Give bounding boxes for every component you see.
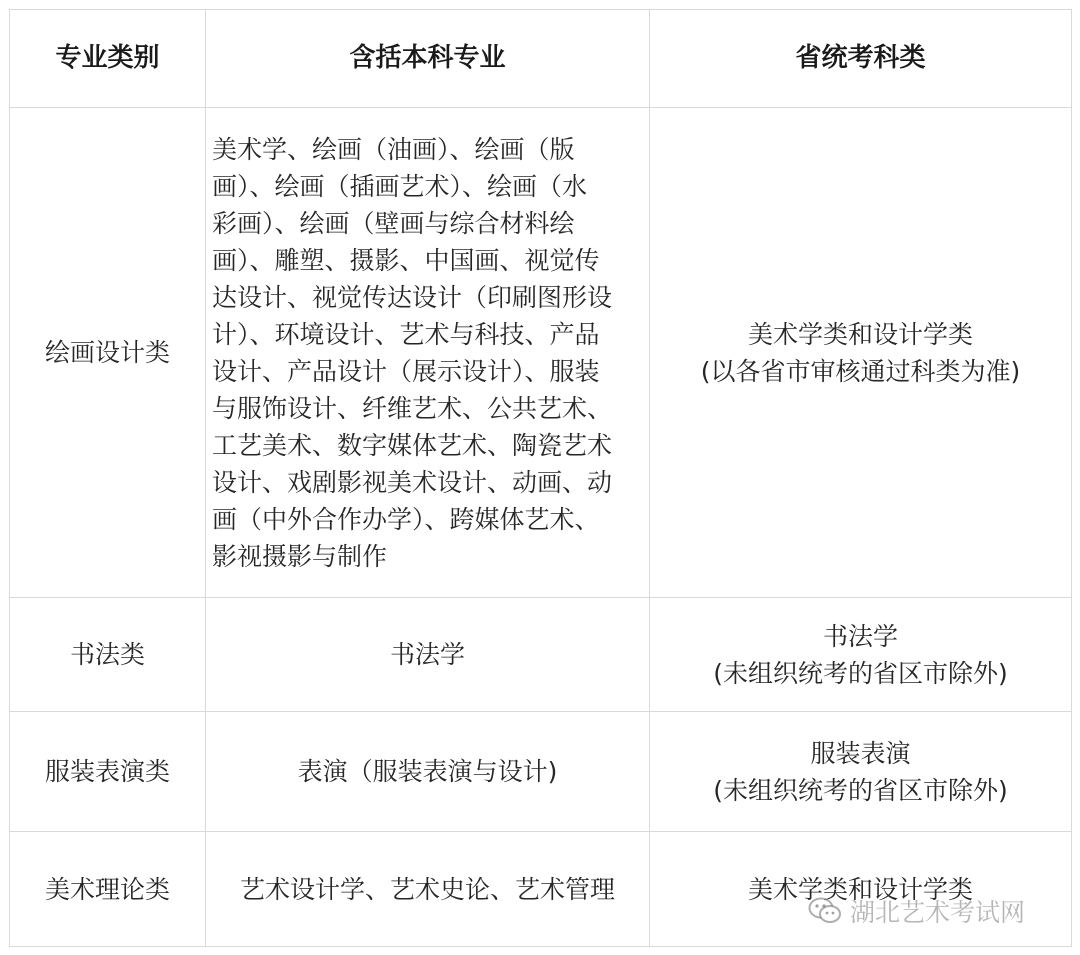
majors-line: 画（中外合作办学）、跨媒体艺术、 <box>212 504 600 534</box>
majors-line: 彩画）、绘画（壁画与综合材料绘 <box>212 208 575 238</box>
majors-line: 画）、绘画（插画艺术）、绘画（水 <box>212 171 588 201</box>
exam-subject-cell <box>650 832 1072 947</box>
majors-line: 设计、戏剧影视美术设计、动画、动 <box>212 467 613 497</box>
table-header-row <box>10 10 1072 108</box>
exam-subject-note: (以各省市审核通过科类为准) <box>700 356 1021 386</box>
majors-line: 达设计、视觉传达设计（印刷图形设 <box>212 282 613 312</box>
table-row <box>10 832 1072 947</box>
exam-subject-line: 书法学 <box>822 621 898 651</box>
table-row <box>10 598 1072 712</box>
exam-subject-line: 美术学类和设计学类 <box>747 319 973 349</box>
majors-line: 画）、雕塑、摄影、中国画、视觉传 <box>212 245 600 275</box>
exam-subject-line: 服装表演 <box>810 738 911 768</box>
table-row <box>10 108 1072 598</box>
category-cell: 书法类 <box>10 598 206 712</box>
majors-line: 工艺美术、数字媒体艺术、陶瓷艺术 <box>212 430 613 460</box>
category-cell: 绘画设计类 <box>10 108 206 598</box>
majors-line: 计）、环境设计、艺术与科技、产品 <box>212 319 600 349</box>
majors-cell <box>206 108 650 598</box>
exam-subject-cell <box>650 108 1072 598</box>
exam-subject-note: (未组织统考的省区市除外) <box>713 775 1008 805</box>
majors-line: 与服饰设计、纤维艺术、公共艺术、 <box>212 393 613 423</box>
header-majors: 含括本科专业 <box>206 10 650 108</box>
exam-subject-cell <box>650 712 1072 832</box>
exam-subject-line: 美术学类和设计学类 <box>747 874 973 904</box>
majors-cell <box>206 598 650 712</box>
majors-line: 表演（服装表演与设计) <box>297 757 558 786</box>
exam-subject-note: (未组织统考的省区市除外) <box>713 658 1008 688</box>
exam-subject-cell <box>650 598 1072 712</box>
majors-line: 艺术设计学、艺术史论、艺术管理 <box>239 874 615 904</box>
header-exam-subject: 省统考科类 <box>650 10 1072 108</box>
majors-cell <box>206 832 650 947</box>
majors-table <box>9 9 1072 947</box>
header-category: 专业类别 <box>10 10 206 108</box>
majors-line: 设计、产品设计（展示设计）、服装 <box>212 356 600 386</box>
table-row <box>10 712 1072 832</box>
majors-line: 美术学、绘画（油画）、绘画（版 <box>212 134 575 164</box>
majors-cell <box>206 712 650 832</box>
majors-line: 书法学 <box>389 640 465 669</box>
majors-line: 影视摄影与制作 <box>212 541 388 571</box>
category-cell: 美术理论类 <box>10 832 206 947</box>
watermark-text: 湖北艺术考试网 <box>850 898 1026 927</box>
category-cell: 服装表演类 <box>10 712 206 832</box>
